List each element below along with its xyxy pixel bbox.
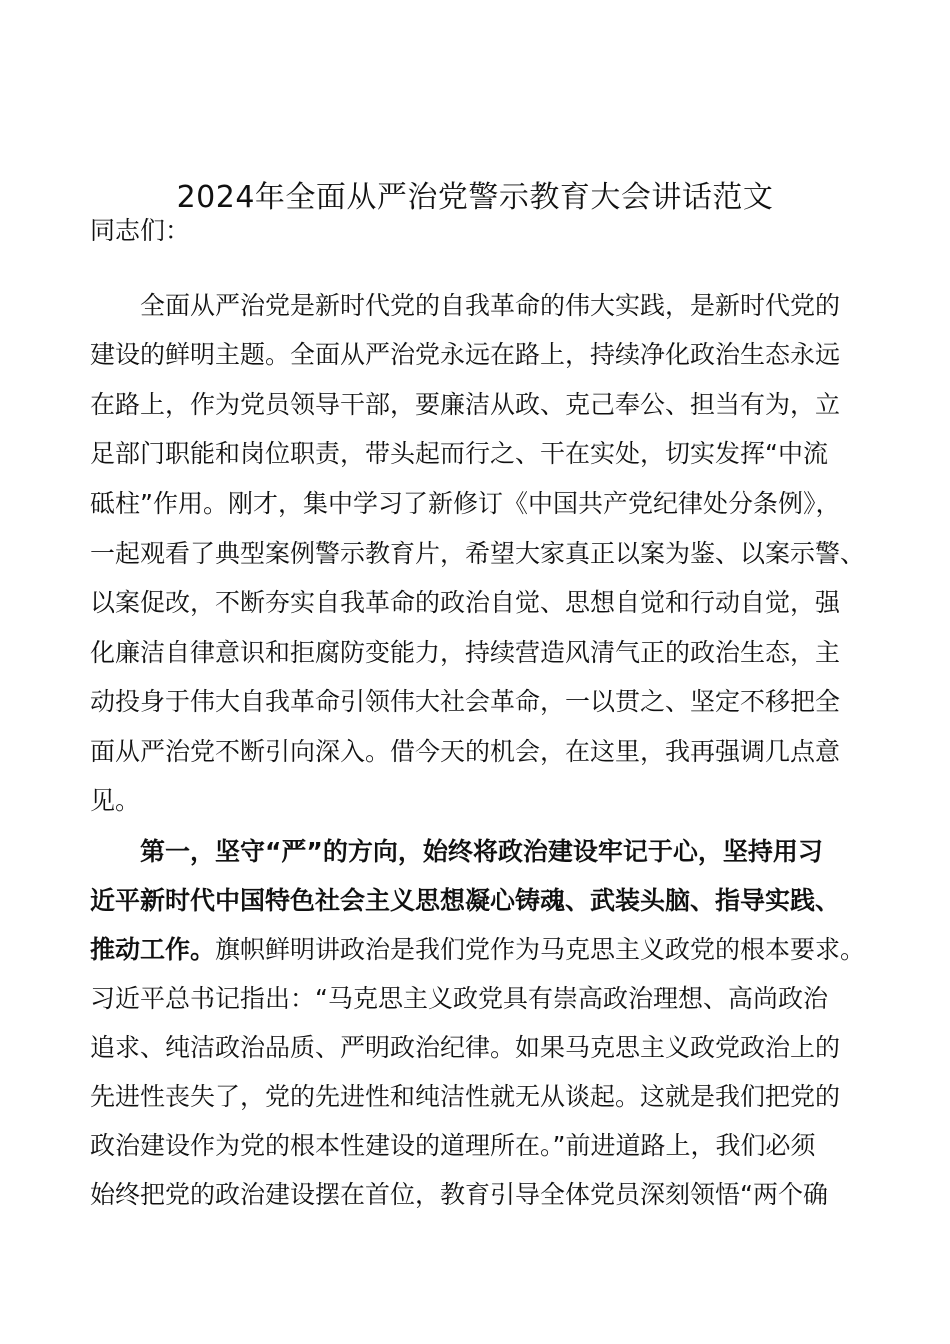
paragraph-line: 全面从严治党是新时代党的自我革命的伟大实践，是新时代党的 — [140, 291, 841, 320]
paragraph-line: 砥柱”作用。刚才，集中学习了新修订《中国共产党纪律处分条例》， — [90, 489, 841, 518]
paragraph-line: 在路上，作为党员领导干部，要廉洁从政、克己奉公、担当有为，立 — [90, 390, 841, 419]
bold-heading-line: 第一，坚守“严”的方向，始终将政治建设牢记于心，坚持用习 — [140, 837, 823, 866]
paragraph-line: 一起观看了典型案例警示教育片，希望大家真正以案为鉴、以案示警、 — [90, 539, 866, 568]
paragraph-line: 面从严治党不断引向深入。借今天的机会，在这里，我再强调几点意 — [90, 737, 841, 766]
salutation: 同志们： — [90, 216, 191, 245]
paragraph-line: 建设的鲜明主题。全面从严治党永远在路上，持续净化政治生态永远 — [90, 340, 841, 369]
paragraph-line: 始终把党的政治建设摆在首位，教育引导全体党员深刻领悟“两个确 — [90, 1180, 828, 1209]
paragraph-line: 习近平总书记指出：“马克思主义政党具有崇高政治理想、高尚政治 — [90, 984, 828, 1013]
paragraph-line: 追求、纯洁政治品质、严明政治纪律。如果马克思主义政党政治上的 — [90, 1033, 841, 1062]
paragraph-line: 动投身于伟大自我革命引领伟大社会革命，一以贯之、坚定不移把全 — [90, 687, 841, 716]
paragraph-line: 以案促改，不断夯实自我革命的政治自觉、思想自觉和行动自觉，强 — [90, 588, 841, 617]
paragraph-line: 足部门职能和岗位职责，带头起而行之、干在实处，切实发挥“中流 — [90, 439, 828, 468]
paragraph-line: 先进性丧失了，党的先进性和纯洁性就无从谈起。这就是我们把党的 — [90, 1082, 841, 1111]
paragraph-line: 化廉洁自律意识和拒腐防变能力，持续营造风清气正的政治生态，主 — [90, 638, 841, 667]
paragraph-text: 旗帜鲜明讲政治是我们党作为马克思主义政党的根本要求。 — [215, 935, 866, 964]
paragraph-line — [90, 926, 865, 974]
document-title: 2024年全面从严治党警示教育大会讲话范文 — [176, 180, 774, 215]
bold-heading-text: 推动工作。 — [90, 935, 216, 964]
paragraph-line: 见。 — [90, 786, 141, 815]
bold-heading-line: 近平新时代中国特色社会主义思想凝心铸魂、武装头脑、指导实践、 — [90, 886, 841, 915]
paragraph-line: 政治建设作为党的根本性建设的道理所在。”前进道路上，我们必须 — [90, 1131, 816, 1160]
